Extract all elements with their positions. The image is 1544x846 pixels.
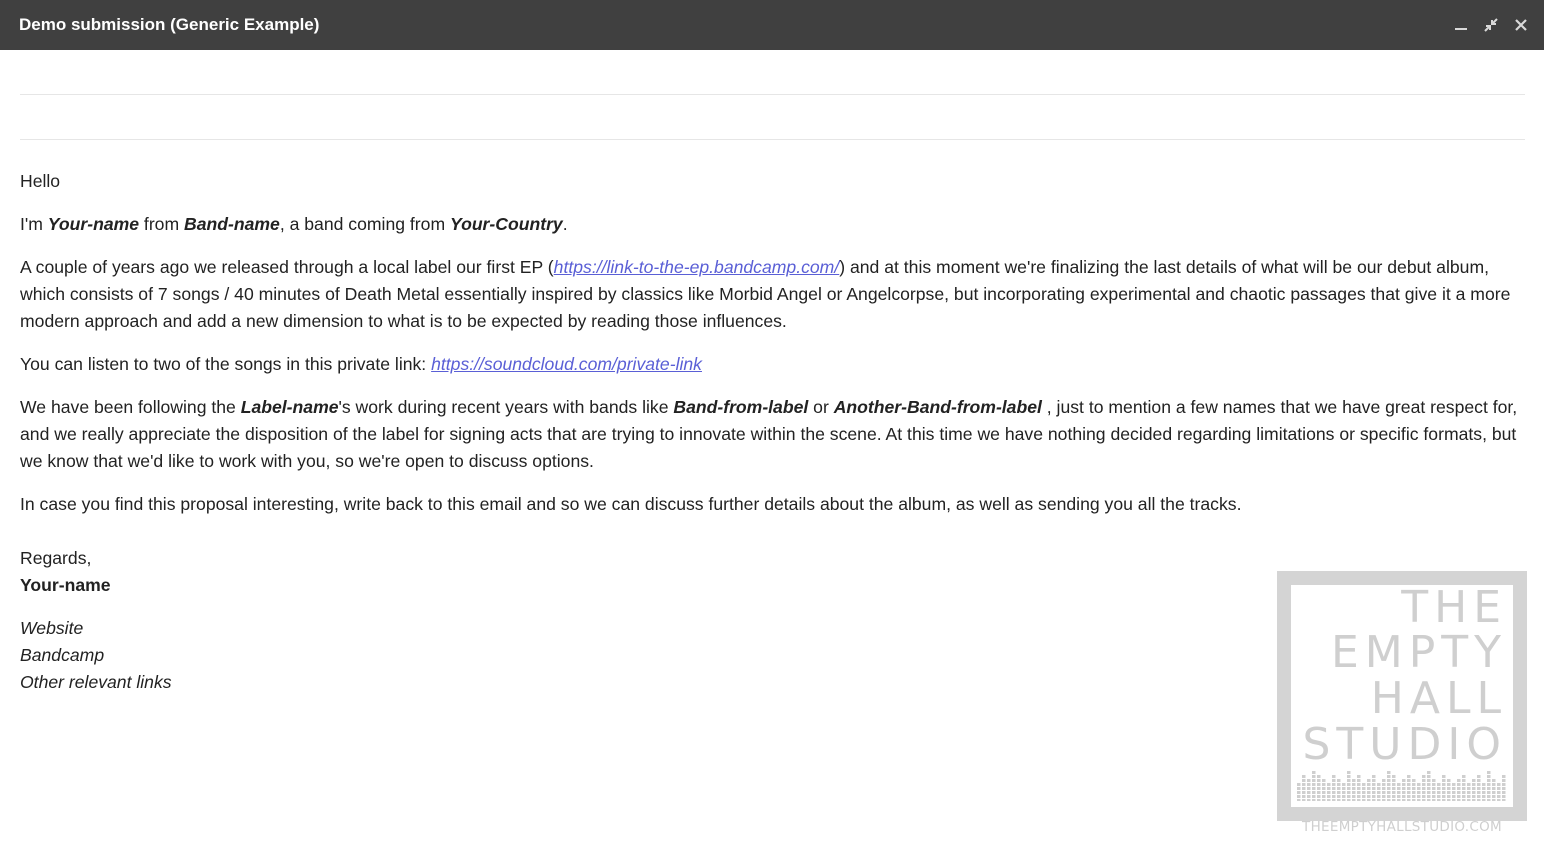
recipients-field[interactable]: [20, 50, 1525, 95]
compose-titlebar[interactable]: [0, 0, 1544, 50]
watermark-line: HALL: [1370, 673, 1507, 724]
signature-name: Your-name: [20, 575, 111, 595]
label-paragraph: We have been following the Label-name's work during recent years with bands like Band-from-label or Another-Band-from-label , just to mention a few names that we have great respect for, and we really appreciate the disposition of the label for signing acts that are trying to innovate within the scene. At this time we have nothing decided regarding limitations or specific formats, but we know that we'd like to work with you, so we're open to discuss options.: [20, 397, 1518, 471]
greeting: Hello: [20, 171, 61, 191]
your-name-placeholder: Your-name: [47, 214, 140, 234]
label-name-placeholder: Label-name: [240, 397, 339, 417]
watermark-line: THE: [1401, 582, 1507, 633]
band-name-placeholder: Band-name: [184, 214, 280, 234]
band-from-label-placeholder: Band-from-label: [673, 397, 809, 417]
soundcloud-link[interactable]: https://soundcloud.com/private-link: [431, 354, 702, 374]
watermark-line: EMPTY: [1330, 627, 1507, 678]
equalizer-icon: [1297, 765, 1507, 801]
ep-link[interactable]: https://link-to-the-ep.bandcamp.com/: [553, 257, 840, 277]
intro-paragraph: I'm Your-name from Band-name, a band coming from Your-Country.: [20, 214, 568, 234]
window-title: Demo submission (Generic Example): [19, 15, 320, 34]
closing-paragraph: In case you find this proposal interesting, write back to this email and so we can discuss further details about the album, as well as sending you all the tracks.: [20, 494, 1242, 514]
bandcamp-link[interactable]: Bandcamp: [20, 645, 105, 665]
regards-text: Regards,: [20, 548, 92, 568]
another-band-placeholder: Another-Band-from-label: [833, 397, 1042, 417]
listen-paragraph: You can listen to two of the songs in this private link: https://soundcloud.com/private-link: [20, 354, 702, 374]
website-link[interactable]: Website: [20, 618, 84, 638]
studio-watermark-logo: [1277, 571, 1527, 836]
country-placeholder: Your-Country: [449, 214, 563, 234]
close-icon[interactable]: [1511, 15, 1531, 35]
watermark-line: STUDIO: [1302, 719, 1507, 770]
minimize-icon[interactable]: [1451, 15, 1471, 35]
watermark-url: THEEMPTYHALLSTUDIO.COM: [1302, 819, 1502, 835]
exit-fullscreen-icon[interactable]: [1481, 15, 1501, 35]
ep-paragraph: A couple of years ago we released through a local label our first EP (https://link-to-the-ep.bandcamp.com/) and at this moment we're finalizing the last details of what will be our debut album, which consists of 7 songs / 40 minutes of Death Metal essentially inspired by classics like Morbid Angel or Angelcorpse, but incorporating experimental and chaotic passages that give it a more modern approach and add a new dimension to what is to be expected by reading those influences.: [20, 257, 1511, 331]
other-links[interactable]: Other relevant links: [20, 672, 172, 692]
subject-field[interactable]: [20, 95, 1525, 140]
window-controls: [1451, 15, 1531, 35]
